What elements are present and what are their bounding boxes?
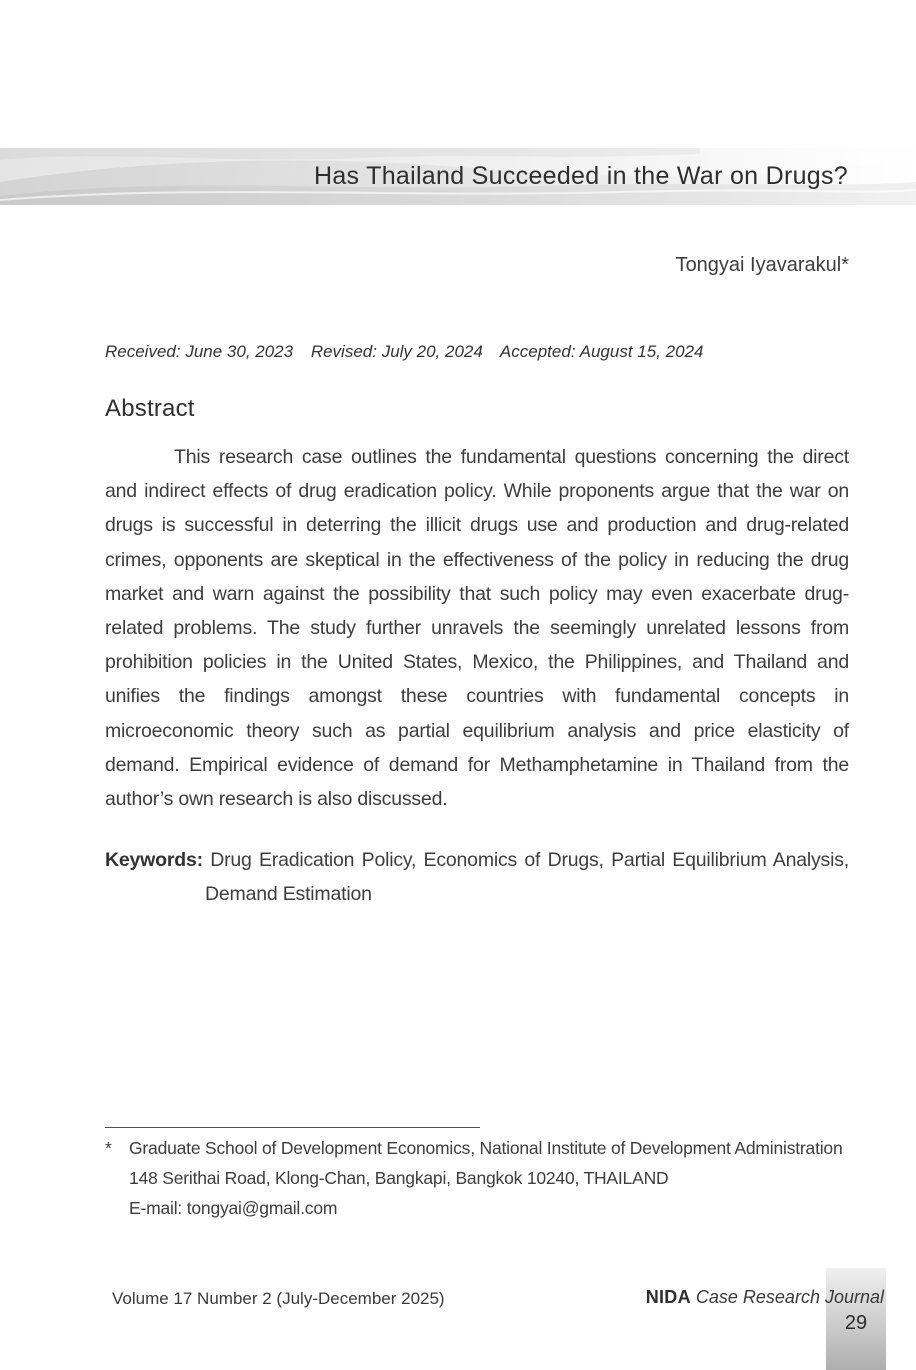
page-number: 29	[844, 1312, 868, 1334]
journal-name-rest: Case Research Journal	[695, 1287, 884, 1307]
keywords-text: Drug Eradication Policy, Economics of Drugs, Partial Equilibrium Analysis, Demand Estimation	[205, 849, 850, 906]
keywords-label: Keywords:	[105, 849, 203, 871]
title-banner	[0, 148, 916, 205]
abstract-text: This research case outlines the fundamental questions concerning the direct and indirect effects of drug eradication policy. While proponents argue that the war on drugs is successful in deterring the illicit drugs use and production and drug-related crimes, opponents are skeptical in the effectiveness of the policy in reducing the drug market and warn against the possibility that such policy may even exacerbate drug-related problems. The study further unravels the seemingly unrelated lessons from prohibition policies in the United States, Mexico, the Philippines, and Thailand and unifies the findings amongst these countries with fundamental concepts in microeconomic theory such as partial equilibrium analysis and price elasticity of demand. Empirical evidence of demand for Methamphetamine in Thailand from the author’s own research is also discussed.	[105, 446, 849, 811]
footer-journal-name	[646, 1287, 884, 1308]
dates-line	[105, 342, 703, 362]
page-number-tab	[826, 1268, 886, 1370]
keywords-line	[105, 843, 849, 911]
footnote-divider	[105, 1127, 480, 1128]
journal-name-nida: NIDA	[645, 1287, 691, 1307]
footnote	[105, 1133, 867, 1223]
revised-date: Revised: July 20, 2024	[310, 342, 483, 361]
footnote-affiliation-line	[105, 1133, 867, 1163]
page-title: Has Thailand Succeeded in the War on Drugs?	[313, 162, 848, 190]
footnote-email: E-mail: tongyai@gmail.com	[129, 1198, 338, 1218]
footnote-address: 148 Serithai Road, Klong-Chan, Bangkapi, Bangkok 10240, THAILAND	[129, 1168, 669, 1188]
footnote-affiliation: Graduate School of Development Economics, National Institute of Development Administration	[129, 1138, 843, 1158]
abstract-heading: Abstract	[105, 395, 195, 422]
footer-volume-line: Volume 17 Number 2 (July-December 2025)	[112, 1289, 445, 1308]
author-name: Tongyai Iyavarakul*	[675, 254, 849, 276]
footnote-marker: *	[105, 1138, 112, 1158]
received-date: Received: June 30, 2023	[105, 342, 294, 361]
accepted-date: Accepted: August 15, 2024	[499, 342, 704, 361]
